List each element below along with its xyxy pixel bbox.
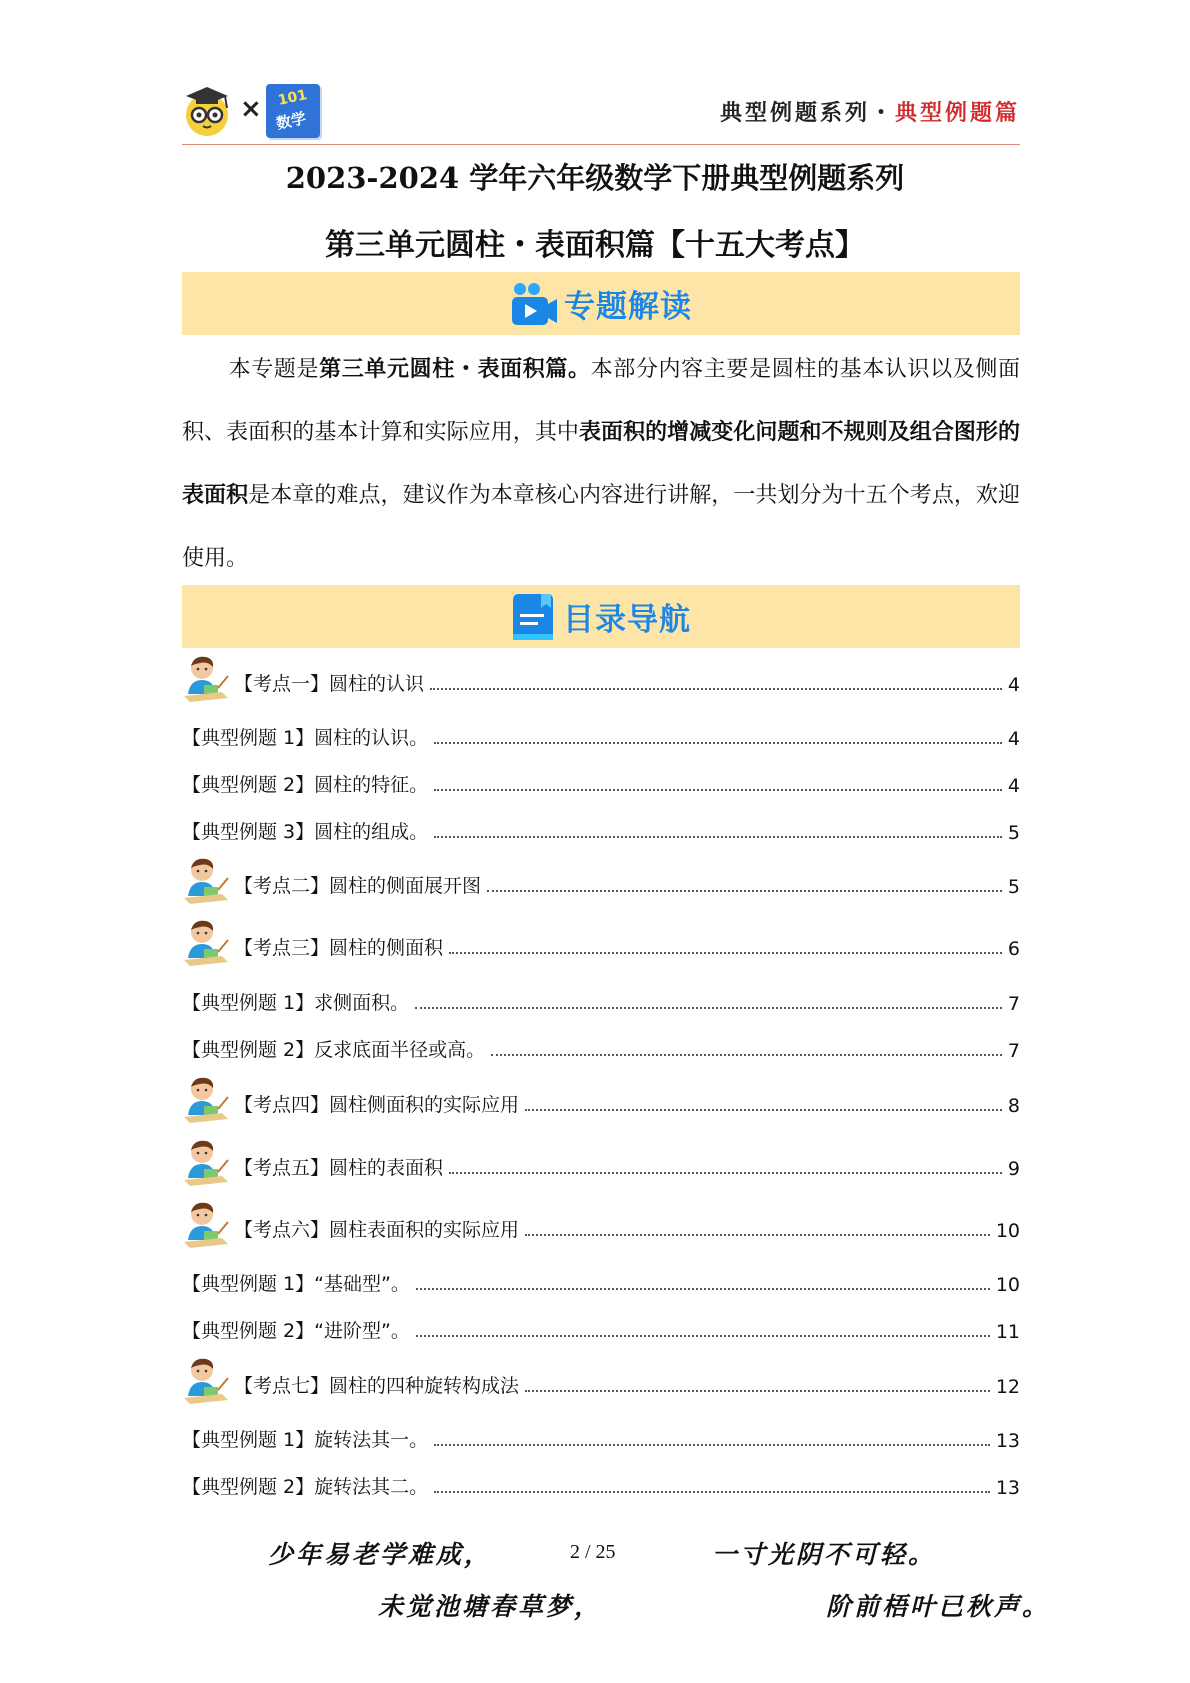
toc-dot-leader bbox=[449, 1172, 1002, 1174]
toc-entry-label: 【考点六】圆柱表面积的实际应用 bbox=[234, 1219, 520, 1241]
owl-logo-icon bbox=[182, 84, 232, 138]
toc-dot-leader bbox=[525, 1234, 990, 1236]
series-title bbox=[720, 96, 1020, 127]
toc-topic-row[interactable] bbox=[182, 1212, 1020, 1242]
toc-entry-label: 【考点五】圆柱的表面积 bbox=[234, 1157, 444, 1179]
toc-dot-leader bbox=[434, 742, 1002, 744]
student-icon bbox=[182, 1198, 230, 1250]
toc-page-number: 11 bbox=[995, 1321, 1020, 1343]
toc-entry-label: 【考点一】圆柱的认识 bbox=[234, 673, 425, 695]
toc-entry-label: 【典型例题 1】圆柱的认识。 bbox=[182, 727, 429, 749]
toc-example-row[interactable] bbox=[182, 814, 1020, 844]
times-sign: × bbox=[240, 94, 262, 124]
toc-entry-label: 【考点二】圆柱的侧面展开图 bbox=[234, 875, 482, 897]
toc-topic-row[interactable] bbox=[182, 930, 1020, 960]
toc-dot-leader bbox=[491, 1054, 1002, 1056]
toc-example-row[interactable] bbox=[182, 1266, 1020, 1296]
toc-example-row[interactable] bbox=[182, 1313, 1020, 1343]
toc-dot-leader bbox=[434, 789, 1002, 791]
poem-line-2: 一寸光阴不可轻。 bbox=[712, 1540, 937, 1569]
video-icon bbox=[510, 280, 558, 328]
toc-dot-leader bbox=[434, 1491, 990, 1493]
toc-page-number: 4 bbox=[1007, 728, 1020, 750]
series-title-main: 典型例题系列・ bbox=[719, 100, 895, 126]
toc-entry-label: 【典型例题 2】反求底面半径或高。 bbox=[182, 1039, 486, 1061]
intro-paragraph bbox=[182, 338, 1020, 590]
toc-dot-leader bbox=[416, 1288, 990, 1290]
intro-bold-1: 第三单元圆柱・表面积篇。 bbox=[319, 357, 591, 382]
toc-entry-label: 【典型例题 2】“进阶型”。 bbox=[182, 1320, 410, 1342]
toc-topic-row[interactable] bbox=[182, 1368, 1020, 1398]
student-icon bbox=[182, 1136, 230, 1188]
intro-bold-2: 表面积的增减变化问题和不规则及组合图形的表面积 bbox=[182, 420, 1020, 508]
toc-entry-label: 【典型例题 1】“基础型”。 bbox=[182, 1273, 410, 1295]
student-icon bbox=[182, 854, 230, 906]
page-header bbox=[182, 80, 1020, 145]
series-title-highlight: 典型例题篇 bbox=[894, 100, 1020, 126]
section-title-toc: 目录导航 bbox=[563, 602, 691, 638]
intro-text-1: 本专题是 bbox=[228, 357, 320, 382]
toc-page-number: 7 bbox=[1007, 1040, 1020, 1062]
logo-text-math: 数学 bbox=[274, 109, 308, 133]
toc-dot-leader bbox=[416, 1335, 990, 1337]
toc-page-number: 4 bbox=[1007, 775, 1020, 797]
poem-line-4: 阶前梧叶已秋声。 bbox=[826, 1592, 1051, 1621]
toc-entry-label: 【典型例题 3】圆柱的组成。 bbox=[182, 821, 429, 843]
student-icon bbox=[182, 1354, 230, 1406]
toc-topic-row[interactable] bbox=[182, 868, 1020, 898]
toc-page-number: 9 bbox=[1007, 1158, 1020, 1180]
toc-page-number: 10 bbox=[995, 1220, 1020, 1242]
toc-topic-row[interactable] bbox=[182, 1087, 1020, 1117]
toc-dot-leader bbox=[449, 952, 1002, 954]
toc-dot-leader bbox=[415, 1007, 1002, 1009]
toc-example-row[interactable] bbox=[182, 1469, 1020, 1499]
document-subtitle: 第三单元圆柱・表面积篇【十五大考点】 bbox=[325, 228, 865, 263]
document-title: 2023-2024 学年六年级数学下册典型例题系列 bbox=[285, 161, 905, 195]
toc-page-number: 12 bbox=[995, 1376, 1020, 1398]
section-band-topic bbox=[182, 272, 1020, 335]
toc-page-number: 7 bbox=[1007, 993, 1020, 1015]
toc-page-number: 13 bbox=[995, 1430, 1020, 1452]
toc-dot-leader bbox=[434, 836, 1002, 838]
document-icon bbox=[511, 592, 557, 642]
toc-entry-label: 【考点四】圆柱侧面积的实际应用 bbox=[234, 1094, 520, 1116]
toc-example-row[interactable] bbox=[182, 985, 1020, 1015]
logo-text-101: 101 bbox=[276, 87, 309, 109]
intro-text-2: 本部分内容主要是圆柱的基本认识以及侧面积、表面积的基本计算和实际应用，其中 bbox=[182, 357, 1020, 445]
toc-entry-label: 【典型例题 2】旋转法其二。 bbox=[182, 1476, 429, 1498]
toc-example-row[interactable] bbox=[182, 720, 1020, 750]
intro-text-3: 是本章的难点，建议作为本章核心内容进行讲解，一共划分为十五个考点，欢迎使用。 bbox=[182, 483, 1020, 571]
toc-entry-label: 【考点三】圆柱的侧面积 bbox=[234, 937, 444, 959]
toc-entry-label: 【典型例题 1】旋转法其一。 bbox=[182, 1429, 429, 1451]
page-number: 2 / 25 bbox=[570, 1541, 616, 1563]
toc-entry-label: 【考点七】圆柱的四种旋转构成法 bbox=[234, 1375, 520, 1397]
toc-page-number: 6 bbox=[1007, 938, 1020, 960]
toc-example-row[interactable] bbox=[182, 767, 1020, 797]
toc-dot-leader bbox=[434, 1444, 990, 1446]
toc-dot-leader bbox=[525, 1109, 1002, 1111]
toc-entry-label: 【典型例题 1】求侧面积。 bbox=[182, 992, 410, 1014]
toc-dot-leader bbox=[430, 688, 1002, 690]
toc-topic-row[interactable] bbox=[182, 666, 1020, 696]
toc-page-number: 10 bbox=[995, 1274, 1020, 1296]
section-band-toc bbox=[182, 585, 1020, 648]
poem-line-1: 少年易老学难成， bbox=[268, 1540, 493, 1569]
student-icon bbox=[182, 1073, 230, 1125]
math-101-logo-icon bbox=[266, 84, 320, 138]
toc-dot-leader bbox=[525, 1390, 990, 1392]
toc-page-number: 5 bbox=[1007, 876, 1020, 898]
student-icon bbox=[182, 916, 230, 968]
toc-entry-label: 【典型例题 2】圆柱的特征。 bbox=[182, 774, 429, 796]
toc-example-row[interactable] bbox=[182, 1032, 1020, 1062]
toc-example-row[interactable] bbox=[182, 1422, 1020, 1452]
poem-line-3: 未觉池塘春草梦， bbox=[378, 1592, 603, 1621]
section-title-topic: 专题解读 bbox=[564, 289, 692, 325]
toc-topic-row[interactable] bbox=[182, 1150, 1020, 1180]
toc-page-number: 13 bbox=[995, 1477, 1020, 1499]
toc-page-number: 5 bbox=[1007, 822, 1020, 844]
student-icon bbox=[182, 652, 230, 704]
toc-dot-leader bbox=[487, 890, 1002, 892]
toc-page-number: 8 bbox=[1007, 1095, 1020, 1117]
toc-page-number: 4 bbox=[1007, 674, 1020, 696]
